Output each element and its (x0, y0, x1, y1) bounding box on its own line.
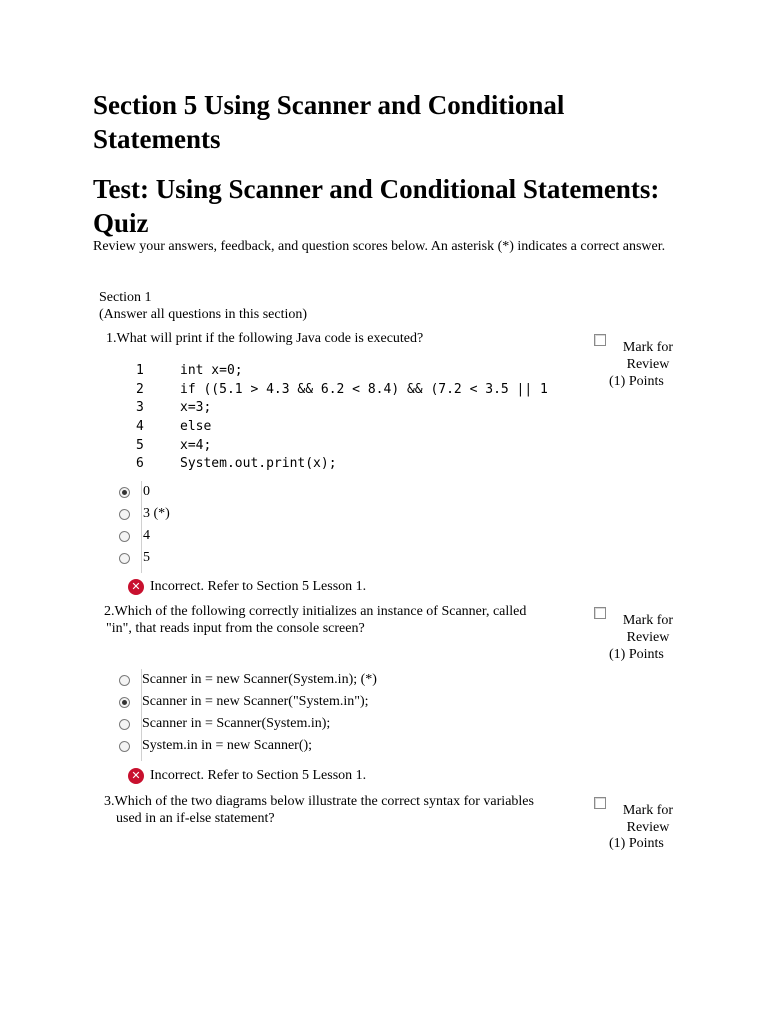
answer-option[interactable] (112, 503, 170, 525)
question-3-points: (1) Points (609, 836, 664, 851)
feedback-text: Incorrect. Refer to Section 5 Lesson 1. (150, 579, 367, 594)
code-line (136, 362, 586, 381)
answer-option[interactable] (112, 547, 170, 569)
question-3-line2: used in an if-else statement? (116, 811, 275, 826)
option-label: Scanner in = new Scanner("System.in"); (142, 694, 369, 709)
line-number: 4 (136, 419, 144, 435)
code-text: else (180, 419, 212, 435)
option-label: 3 (*) (143, 506, 170, 521)
code-line (136, 399, 586, 418)
question-2-feedback (128, 767, 366, 784)
mark-for-review-label-1 (613, 339, 683, 373)
radio-button[interactable] (119, 675, 130, 686)
mark-label-line2: Review (626, 630, 670, 645)
question-2-points: (1) Points (609, 647, 664, 662)
mark-label-line1: Mark for (622, 613, 674, 628)
radio-button[interactable] (119, 719, 130, 730)
question-2-line2: "in", that reads input from the console screen? (106, 621, 365, 636)
mark-for-review-checkbox-2[interactable] (594, 607, 606, 619)
line-number: 6 (136, 456, 144, 472)
question-2-line1: 2.Which of the following correctly initializes an instance of Scanner, called (104, 604, 527, 619)
line-number: 1 (136, 363, 144, 378)
code-text: if ((5.1 > 4.3 && 6.2 < 8.4) && (7.2 < 3.5 || 1 (180, 381, 548, 397)
question-1-points: (1) Points (609, 374, 664, 389)
question-1-text: 1.What will print if the following Java code is executed? (106, 331, 424, 346)
question-3-text (104, 793, 594, 827)
option-label: 5 (143, 550, 150, 565)
line-number: 2 (136, 381, 144, 397)
answer-option[interactable] (112, 481, 170, 503)
radio-button[interactable] (119, 553, 130, 564)
mark-label-line2: Review (626, 820, 670, 835)
section-instructions: (Answer all questions in this section) (99, 307, 308, 322)
incorrect-icon: ✕ (128, 579, 144, 595)
code-text: int x=0; (180, 363, 243, 378)
code-line (136, 381, 586, 400)
radio-button[interactable] (119, 741, 130, 752)
answer-option[interactable] (112, 691, 377, 713)
answer-option[interactable] (112, 735, 377, 757)
option-label: Scanner in = new Scanner(System.in); (*) (142, 672, 377, 687)
mark-label-line1: Mark for (622, 340, 674, 355)
code-text: x=4; (180, 437, 212, 453)
code-text: System.out.print(x); (180, 456, 337, 472)
mark-for-review-checkbox-3[interactable] (594, 797, 606, 809)
section-header (99, 289, 307, 323)
radio-button[interactable] (119, 531, 130, 542)
line-number: 3 (136, 400, 144, 416)
mark-for-review-label-2 (613, 612, 683, 646)
answer-option[interactable] (112, 669, 377, 691)
question-1-options (112, 481, 170, 569)
question-1-feedback (128, 578, 366, 595)
option-label: 4 (143, 528, 150, 543)
radio-button[interactable] (119, 487, 130, 498)
test-title: Test: Using Scanner and Conditional Statements: Quiz (93, 174, 660, 238)
radio-button[interactable] (119, 509, 130, 520)
code-line (136, 455, 586, 474)
section-label: Section 1 (99, 290, 152, 305)
section-title: Section 5 Using Scanner and Conditional Statements (93, 90, 565, 154)
question-2-options (112, 669, 377, 757)
question-2-text (104, 603, 594, 637)
code-line (136, 418, 586, 437)
mark-for-review-label-3 (613, 802, 683, 836)
code-block (136, 362, 586, 474)
mark-label-line2: Review (626, 357, 670, 372)
incorrect-icon: ✕ (128, 768, 144, 784)
question-3-line1: 3.Which of the two diagrams below illustrate the correct syntax for variables (104, 794, 534, 809)
radio-button[interactable] (119, 697, 130, 708)
intro-text: Review your answers, feedback, and question scores below. An asterisk (*) indicates a correct answer. (93, 239, 666, 254)
line-number: 5 (136, 437, 144, 453)
option-label: 0 (143, 484, 150, 499)
code-text: x=3; (180, 400, 212, 416)
option-label: Scanner in = Scanner(System.in); (142, 716, 331, 731)
feedback-text: Incorrect. Refer to Section 5 Lesson 1. (150, 768, 367, 783)
code-line (136, 437, 586, 456)
mark-for-review-checkbox-1[interactable] (594, 334, 606, 346)
answer-option[interactable] (112, 525, 170, 547)
option-label: System.in in = new Scanner(); (142, 738, 313, 753)
answer-option[interactable] (112, 713, 377, 735)
mark-label-line1: Mark for (622, 803, 674, 818)
